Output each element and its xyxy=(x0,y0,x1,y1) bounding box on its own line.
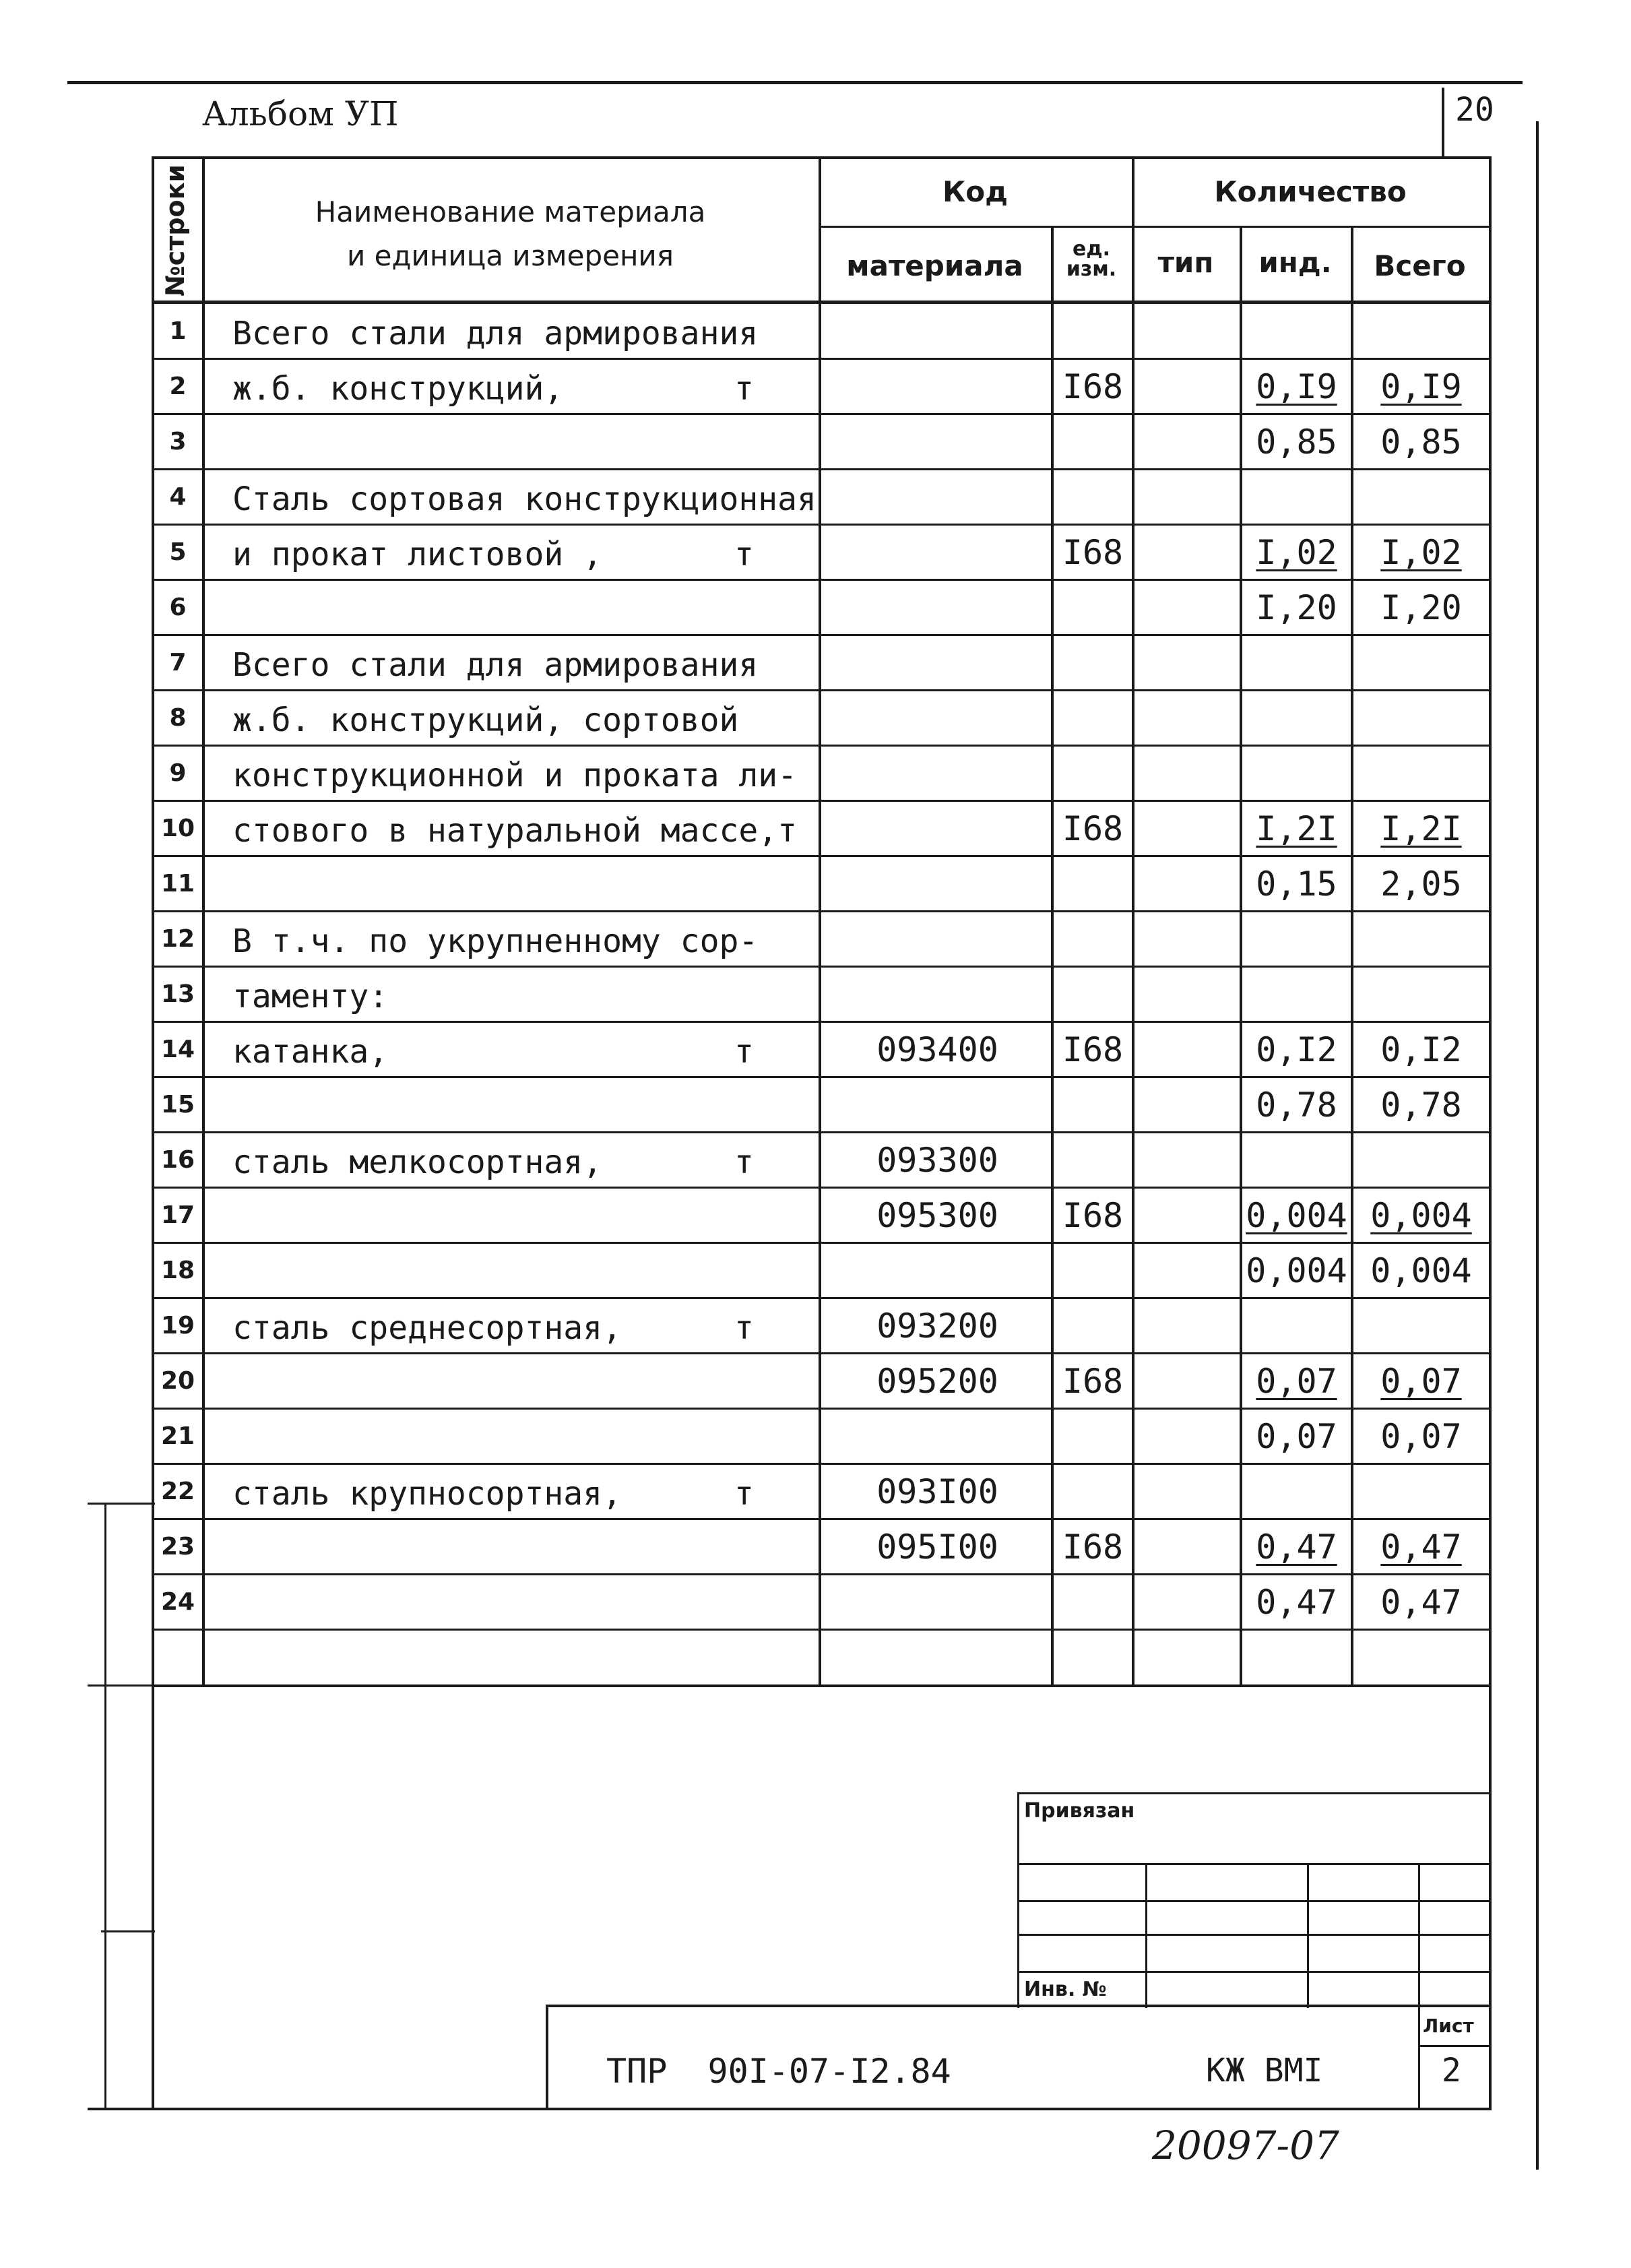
row-material-name: катанка, xyxy=(232,1033,389,1071)
table-row xyxy=(0,580,1631,635)
row-unit: т xyxy=(734,1309,754,1347)
table-row xyxy=(0,1022,1631,1077)
row-code-unit: I68 xyxy=(1062,367,1124,406)
row-material-name: сталь мелкосортная, xyxy=(232,1143,603,1181)
row-code-unit: I68 xyxy=(1062,1527,1124,1567)
row-material-name: В т.ч. по укрупненному сор- xyxy=(232,922,759,960)
row-number: 6 xyxy=(169,594,187,621)
row-number: 13 xyxy=(160,980,195,1008)
table-row xyxy=(0,1077,1631,1133)
row-material-name: Всего стали для армирования xyxy=(232,646,759,684)
stamp-designation: ТПР 90I-07-I2.84 xyxy=(606,2052,951,2091)
table-row xyxy=(0,1298,1631,1354)
table-row xyxy=(0,856,1631,912)
table-row xyxy=(0,801,1631,856)
table-row xyxy=(0,1575,1631,1630)
row-code-unit: I68 xyxy=(1062,533,1124,572)
row-qty-ind: I,02 xyxy=(1256,533,1337,572)
row-number: 12 xyxy=(160,925,195,953)
row-number: 14 xyxy=(160,1036,195,1063)
table-row xyxy=(0,691,1631,746)
table-row xyxy=(0,359,1631,414)
table-row xyxy=(0,1464,1631,1519)
row-material-name: сталь крупносортная, xyxy=(232,1475,622,1513)
row-qty-total: 0,I9 xyxy=(1380,367,1462,406)
row-number: 11 xyxy=(160,870,195,897)
row-qty-total: 2,05 xyxy=(1380,864,1462,904)
row-material-code: 093200 xyxy=(876,1306,998,1346)
header-code-material: материала xyxy=(846,249,1023,282)
row-material-name: и прокат листовой , xyxy=(232,536,603,573)
row-qty-ind: 0,07 xyxy=(1256,1417,1337,1456)
album-title: Альбом УП xyxy=(202,94,399,133)
row-code-unit: I68 xyxy=(1062,1030,1124,1069)
row-material-name: таменту: xyxy=(232,978,389,1015)
row-qty-ind: 0,15 xyxy=(1256,864,1337,904)
row-number: 2 xyxy=(169,373,187,400)
table-row xyxy=(0,470,1631,525)
row-qty-total: 0,47 xyxy=(1380,1527,1462,1567)
row-material-code: 095300 xyxy=(876,1196,998,1235)
row-number: 20 xyxy=(160,1367,195,1395)
row-qty-total: I,20 xyxy=(1380,588,1462,627)
row-material-name: Сталь сортовая конструкционная xyxy=(232,480,817,518)
stamp-sheet-label: Лист xyxy=(1423,2015,1474,2037)
header-qty-total: Всего xyxy=(1374,249,1466,282)
row-unit: т xyxy=(734,370,754,408)
row-material-name: ж.б. конструкций, сортовой xyxy=(232,701,739,739)
row-number: 16 xyxy=(160,1146,195,1174)
row-number: 21 xyxy=(160,1422,195,1450)
row-code-unit: I68 xyxy=(1062,1196,1124,1235)
table-row xyxy=(0,912,1631,967)
table-row xyxy=(0,525,1631,580)
row-number: 15 xyxy=(160,1091,195,1119)
handwritten-number: 20097-07 xyxy=(1152,2122,1339,2168)
row-material-name: ж.б. конструкций, xyxy=(232,370,564,408)
row-code-unit: I68 xyxy=(1062,809,1124,848)
table-row xyxy=(0,1188,1631,1243)
row-qty-ind: I,2I xyxy=(1256,809,1337,848)
row-qty-ind: 0,I2 xyxy=(1256,1030,1337,1069)
row-qty-total: 0,85 xyxy=(1380,422,1462,462)
row-material-name: конструкционной и проката ли- xyxy=(232,757,798,794)
row-qty-ind: 0,85 xyxy=(1256,422,1337,462)
row-material-code: 095200 xyxy=(876,1362,998,1401)
row-qty-ind: 0,78 xyxy=(1256,1085,1337,1125)
row-number: 22 xyxy=(160,1478,195,1505)
row-material-code: 093I00 xyxy=(876,1472,998,1511)
row-qty-ind: I,20 xyxy=(1256,588,1337,627)
header-code-unit: ед. изм. xyxy=(1066,237,1117,281)
row-number: 9 xyxy=(169,759,187,787)
header-name: Наименование материала xyxy=(315,195,706,228)
row-unit: т xyxy=(734,1033,754,1071)
stamp-inv-label: Инв. № xyxy=(1024,1978,1107,2001)
table-row xyxy=(0,1354,1631,1409)
row-material-name: Всего стали для армирования xyxy=(232,315,759,352)
header-quantity: Количество xyxy=(1214,175,1407,208)
row-qty-total: 0,I2 xyxy=(1380,1030,1462,1069)
row-qty-total: 0,07 xyxy=(1380,1417,1462,1456)
row-qty-ind: 0,I9 xyxy=(1256,367,1337,406)
row-qty-total: I,02 xyxy=(1380,533,1462,572)
row-qty-ind: 0,07 xyxy=(1256,1362,1337,1401)
row-number: 10 xyxy=(160,815,195,842)
row-code-unit: I68 xyxy=(1062,1362,1124,1401)
row-qty-ind: 0,004 xyxy=(1246,1196,1347,1235)
row-number: 24 xyxy=(160,1588,195,1616)
row-number: 8 xyxy=(169,704,187,732)
stamp-sheet-number: 2 xyxy=(1442,2052,1461,2089)
row-material-name: стового в натуральной массе,т xyxy=(232,812,798,850)
row-unit: т xyxy=(734,1475,754,1513)
row-unit: т xyxy=(734,1143,754,1181)
header-code: Код xyxy=(942,175,1009,208)
row-number: 7 xyxy=(169,649,187,676)
table-row xyxy=(0,1519,1631,1575)
table-row xyxy=(0,1409,1631,1464)
row-qty-ind: 0,47 xyxy=(1256,1583,1337,1622)
row-material-code: 093400 xyxy=(876,1030,998,1069)
row-qty-total: 0,004 xyxy=(1370,1196,1472,1235)
table-row xyxy=(0,304,1631,359)
row-qty-total: 0,47 xyxy=(1380,1583,1462,1622)
table-row xyxy=(0,1243,1631,1298)
row-material-name: сталь среднесортная, xyxy=(232,1309,622,1347)
row-qty-ind: 0,004 xyxy=(1246,1251,1347,1290)
row-unit: т xyxy=(734,536,754,573)
header-qty-type: тип xyxy=(1157,246,1214,279)
row-number: 19 xyxy=(160,1312,195,1340)
table-row xyxy=(0,635,1631,691)
row-qty-total: 0,78 xyxy=(1380,1085,1462,1125)
table-row xyxy=(0,414,1631,470)
row-qty-total: 0,07 xyxy=(1380,1362,1462,1401)
row-qty-ind: 0,47 xyxy=(1256,1527,1337,1567)
table-row xyxy=(0,967,1631,1022)
table-row xyxy=(0,746,1631,801)
row-number: 3 xyxy=(169,428,187,455)
row-number: 18 xyxy=(160,1257,195,1284)
header-name-sub: и единица измерения xyxy=(347,239,674,272)
row-material-code: 093300 xyxy=(876,1141,998,1180)
header-qty-ind: инд. xyxy=(1258,246,1332,279)
row-number: 23 xyxy=(160,1533,195,1561)
stamp-tied-label: Привязан xyxy=(1024,1799,1135,1823)
row-number: 5 xyxy=(169,538,187,566)
page-number: 20 xyxy=(1455,91,1494,129)
row-qty-total: 0,004 xyxy=(1370,1251,1472,1290)
row-material-code: 095I00 xyxy=(876,1527,998,1567)
stamp-mark: КЖ ВМI xyxy=(1206,2052,1323,2089)
header-row-no: №строки xyxy=(160,164,190,296)
row-number: 1 xyxy=(169,317,187,345)
table-row xyxy=(0,1133,1631,1188)
row-qty-total: I,2I xyxy=(1380,809,1462,848)
row-number: 4 xyxy=(169,483,187,511)
row-number: 17 xyxy=(160,1201,195,1229)
